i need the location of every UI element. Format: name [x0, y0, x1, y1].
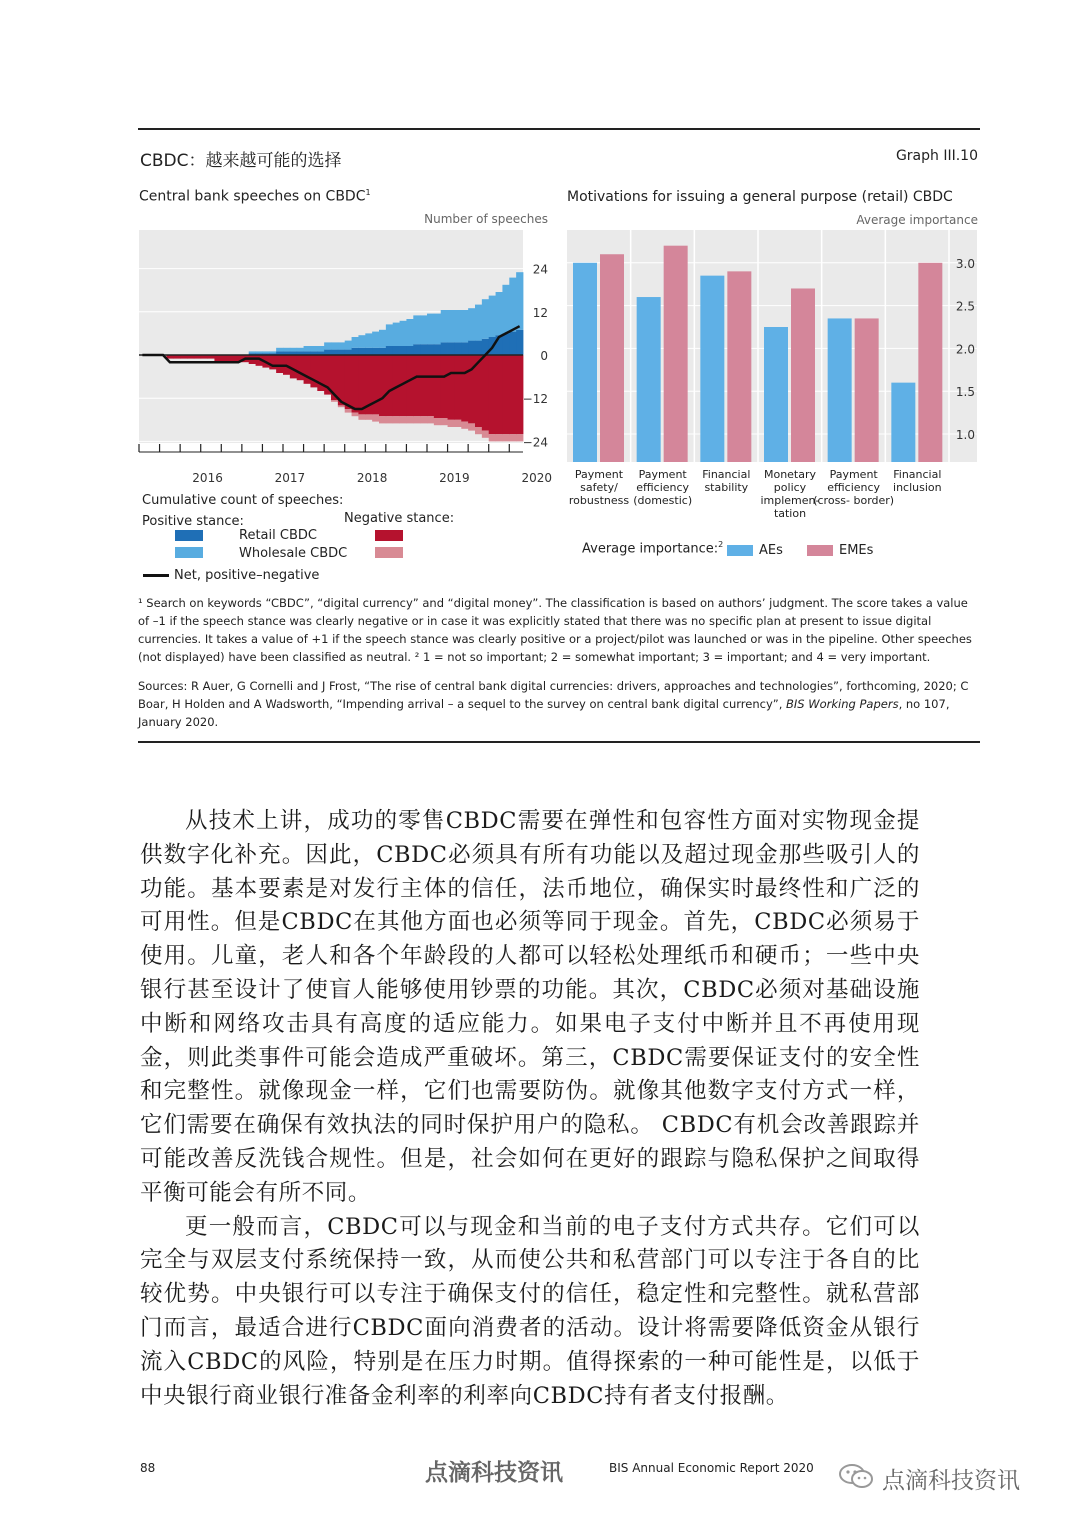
right-category-label: [893, 468, 942, 494]
right-category-label-line: implemen-: [760, 494, 820, 507]
right-category-label: [702, 468, 750, 494]
right-category-label-line: efficiency: [636, 481, 690, 494]
right-category-label-line: robustness: [568, 494, 630, 507]
emes-bar: [664, 246, 688, 462]
emes-legend-label: EMEs: [839, 543, 874, 558]
left-x-tick-label: 2019: [439, 471, 470, 485]
left-chart-unit: Number of speeches: [424, 212, 548, 226]
sources-italic: BIS Working Papers: [786, 697, 899, 711]
aes-bar: [700, 276, 724, 462]
aes-bar: [573, 263, 597, 462]
emes-bar: [791, 288, 815, 462]
left-y-tick-label: 24: [532, 262, 548, 277]
positive-stance-label: Positive stance:: [142, 514, 244, 529]
net-legend-label: Net, positive–negative: [174, 568, 320, 583]
negative-wholesale-swatch: [375, 547, 403, 558]
right-category-label-line: Payment: [829, 468, 878, 481]
emes-bar: [918, 263, 942, 462]
emes-bar: [727, 271, 751, 462]
right-category-label-line: stability: [704, 481, 749, 494]
aes-legend-label: AEs: [759, 543, 783, 558]
left-y-tick-label: −12: [522, 392, 548, 407]
paragraph-2: 更一般而言，CBDC可以与现金和当前的电子支付方式共存。它们可以完全与双层支付系统保持一致，从而使公共和私营部门可以专注于各自的比较优势。中央银行可以专注于确保支付的信任，稳定性和完整性。就私营部门而言，最适合进行CBDC面向消费者的活动。设计将需要降低资金从银行流入CBDC的风险，特别是在压力时期。值得探索的一种可能性是，以低于中央银行商业银行准备金利率的利率向CBDC持有者支付报酬。: [140, 1213, 920, 1409]
right-category-label-line: Financial: [702, 468, 751, 481]
right-category-label: [633, 468, 692, 507]
left-y-tick-label: 0: [540, 349, 548, 363]
left-x-tick-label: 2018: [356, 471, 388, 485]
aes-bar: [828, 318, 852, 462]
right-category-label-line: (cross- border): [813, 494, 895, 507]
right-legend-sup: 2: [718, 540, 724, 549]
emes-bar: [855, 318, 879, 462]
right-category-label-line: efficiency: [827, 481, 881, 494]
graph-title: CBDC：越来越可能的选择: [140, 151, 342, 171]
wechat-icon: [838, 1463, 876, 1489]
left-x-tick-label: 2016: [192, 471, 223, 485]
right-y-tick-label: 2.0: [955, 342, 975, 357]
right-category-label-line: Monetary: [763, 468, 817, 481]
paragraph-1: 从技术上讲，成功的零售CBDC需要在弹性和包容性方面对实物现金提供数字化补充。因此，CBDC必须具有所有功能以及超过现金那些吸引人的功能。基本要素是对发行主体的信任，法币地位，确保实时最终性和广泛的可用性。但是CBDC在其他方面也必须等同于现金。首先，CBDC必须易于使用。儿童，老人和各个年龄段的人都可以轻松处理纸币和硬币；一些中央银行甚至设计了使盲人能够使用钞票的功能。其次，CBDC必须对基础设施中断和网络攻击具有高度的适应能力。如果电子支付中断并且不再使用现金，则此类事件可能会造成严重破坏。第三，CBDC需要保证支付的安全性和完整性。就像现金一样，它们也需要防伪。就像其他数字支付方式一样，它们需要在确保有效执法的同时保护用户的隐私。 CBDC有机会改善跟踪并可能改善反洗钱合规性。但是，社会如何在更好的跟踪与隐私保护之间取得平衡可能会有所不同。: [140, 808, 920, 1206]
left-chart-title: Central bank speeches on CBDC: [139, 188, 366, 205]
retail-legend-label: Retail CBDC: [239, 528, 317, 543]
motivations-chart: [0, 0, 1080, 530]
right-category-label: [813, 468, 894, 507]
wholesale-swatch: [175, 547, 203, 558]
left-chart-title-sup: 1: [365, 188, 371, 197]
right-category-label: [760, 468, 819, 520]
report-name: BIS Annual Economic Report 2020: [609, 1461, 814, 1475]
aes-bar: [891, 383, 915, 462]
watermark-center: 点滴科技资讯: [425, 1460, 563, 1486]
retail-swatch: [175, 530, 203, 541]
right-chart-title: Motivations for issuing a general purpose (retail) CBDC: [567, 189, 953, 205]
aes-bar: [764, 327, 788, 462]
right-y-tick-label: 3.0: [955, 256, 975, 271]
right-category-label-line: Payment: [638, 468, 687, 481]
right-legend-title: Average importance:: [582, 541, 719, 557]
wholesale-legend-label: Wholesale CBDC: [239, 546, 348, 561]
right-y-tick-label: 1.5: [955, 385, 975, 400]
right-category-labels: [569, 468, 942, 520]
left-legend-heading: Cumulative count of speeches:: [142, 493, 344, 508]
aes-swatch: [727, 545, 753, 556]
body-text: [140, 805, 920, 1413]
bottom-rule: [138, 741, 980, 743]
negative-retail-swatch: [375, 530, 403, 541]
watermark-right: 点滴科技资讯: [882, 1468, 1020, 1494]
right-legend-title-wrap: [582, 540, 723, 556]
right-category-label-line: tation: [773, 507, 807, 520]
left-x-tick-label: 2020: [521, 471, 552, 485]
graph-number: Graph III.10: [895, 148, 978, 164]
right-category-label-line: safety/: [580, 481, 618, 494]
left-x-tick-label: 2017: [274, 471, 306, 485]
right-category-label: [569, 468, 629, 507]
right-y-tick-label: 2.5: [955, 299, 975, 314]
net-line-swatch: [143, 574, 169, 577]
emes-bar: [600, 254, 624, 462]
sources-text-b: , no 107, January 2020.: [138, 697, 950, 729]
sources-note: [138, 677, 980, 731]
right-y-tick-label: 1.0: [955, 428, 975, 442]
right-category-label-line: policy: [773, 481, 807, 494]
right-category-label-line: inclusion: [893, 481, 942, 494]
emes-swatch: [807, 545, 833, 556]
left-y-tick-label: −24: [522, 435, 548, 450]
negative-stance-label: Negative stance:: [344, 511, 455, 526]
footnote-1: ¹ Search on keywords “CBDC”, “digital currency” and “digital money”. The classification is based on authors’ judgment. The score takes a value of –1 if the speech stance was clearly negative or in case it was explicitly stated that there was no specific plan at present to issue digital currencies. It takes a value of +1 if the speech stance was clearly positive or a project/pilot was launched or was in the pipeline. Other speeches (not displayed) have been classified as neutral. ² 1 = not so important; 2 = somewhat important; 3 = important; and 4 = very important.: [138, 596, 972, 664]
page-number: 88: [140, 1461, 156, 1475]
right-chart-unit: Average importance: [856, 213, 978, 227]
aes-bar: [637, 297, 661, 462]
right-category-label-line: Payment: [574, 468, 624, 481]
right-category-label-line: (domestic): [633, 494, 693, 507]
sources-text-a: Sources: R Auer, G Cornelli and J Frost, “The rise of central bank digital currencies: drivers, approaches and technologies”, forthcoming, 2020; C Boar, H Holden and A Wadsworth, “Impending arrival – a sequel to the survey on central bank digital currency”,: [138, 679, 969, 711]
right-category-label-line: Financial: [893, 468, 942, 481]
left-y-tick-label: 12: [532, 305, 548, 320]
